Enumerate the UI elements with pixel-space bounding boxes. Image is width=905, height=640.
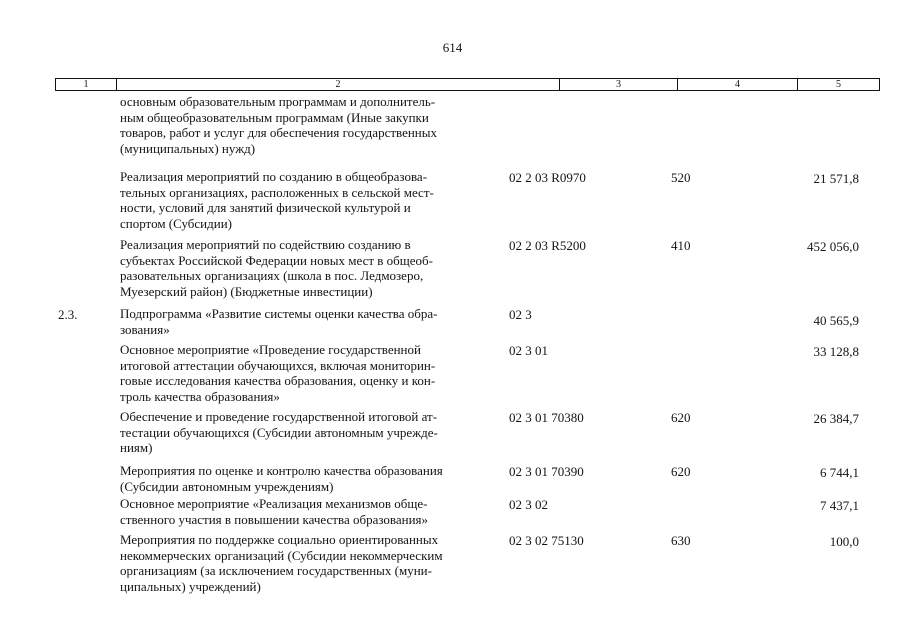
row-code: 02 3 01 70380 xyxy=(509,410,584,425)
description-line: Основное мероприятие «Реализация механизмов обще- xyxy=(120,496,428,511)
description-line: Мероприятия по поддержке социально ориентированных xyxy=(120,532,439,547)
row-code: 02 3 02 75130 xyxy=(509,533,584,548)
row-expense-type: 410 xyxy=(671,238,691,253)
description-line: товаров, работ и услуг для обеспечения государственных xyxy=(120,125,437,141)
page-number: 614 xyxy=(442,40,463,55)
row-code: 02 3 01 xyxy=(509,343,548,358)
description-line: Муезерский район) (Бюджетные инвестиции) xyxy=(120,283,373,299)
description-line: зования» xyxy=(120,321,170,337)
row-expense-type: 620 xyxy=(671,464,691,479)
description-line: итоговой аттестации обучающихся, включая мониторин- xyxy=(120,357,436,373)
row-description xyxy=(120,94,500,156)
description-line: некоммерческих организаций (Субсидии некоммерческим xyxy=(120,547,443,563)
row-description xyxy=(120,169,500,231)
description-line: Реализация мероприятий по содействию созданию в xyxy=(120,237,411,252)
row-code: 02 3 xyxy=(509,307,532,322)
row-amount: 452 056,0 xyxy=(807,239,859,254)
row-description xyxy=(120,532,500,594)
row-number: 2.3. xyxy=(58,307,78,322)
description-line: субъектах Российской Федерации новых мест в общеоб- xyxy=(120,252,434,268)
row-amount: 6 744,1 xyxy=(820,465,859,480)
row-code: 02 2 03 R5200 xyxy=(509,238,586,253)
row-description xyxy=(120,463,500,494)
row-description xyxy=(120,409,500,456)
row-description xyxy=(120,237,500,299)
header-col-3: 3 xyxy=(559,79,677,90)
description-line: Обеспечение и проведение государственной итоговой ат- xyxy=(120,409,438,424)
row-description xyxy=(120,496,500,527)
description-line: Подпрограмма «Развитие системы оценки качества обра- xyxy=(120,306,438,321)
description-line: организациям (за исключением государственных (муни- xyxy=(120,563,432,579)
description-line: ным общеобразовательным программам (Иные закупки xyxy=(120,109,429,125)
row-amount: 26 384,7 xyxy=(813,411,859,426)
row-amount: 21 571,8 xyxy=(813,171,859,186)
description-line: Мероприятия по оценке и контролю качества образования xyxy=(120,463,443,478)
row-amount: 7 437,1 xyxy=(820,498,859,513)
description-line: основным образовательным программам и дополнитель- xyxy=(120,94,436,109)
description-line: ности, условий для занятий физической культурой и xyxy=(120,200,411,216)
description-line: тестации обучающихся (Субсидии автономным учрежде- xyxy=(120,424,438,440)
description-line: Реализация мероприятий по созданию в общеобразова- xyxy=(120,169,428,184)
header-col-1: 1 xyxy=(83,79,89,90)
header-col-4: 4 xyxy=(677,79,797,90)
row-description xyxy=(120,342,500,404)
description-line: троль качества образования» xyxy=(120,388,280,404)
description-line: тельных организациях, расположенных в сельской мест- xyxy=(120,184,434,200)
row-amount: 40 565,9 xyxy=(813,313,859,328)
row-amount: 33 128,8 xyxy=(813,344,859,359)
table-header xyxy=(55,78,880,91)
row-amount: 100,0 xyxy=(829,534,859,549)
row-code: 02 2 03 R0970 xyxy=(509,170,586,185)
header-col-5: 5 xyxy=(797,79,879,90)
description-line: Основное мероприятие «Проведение государственной xyxy=(120,342,421,357)
row-code: 02 3 02 xyxy=(509,497,548,512)
description-line: спортом (Субсидии) xyxy=(120,215,232,231)
description-line: говые исследования качества образования, оценку и кон- xyxy=(120,373,436,389)
description-line: ниям) xyxy=(120,440,153,456)
row-expense-type: 630 xyxy=(671,533,691,548)
row-description xyxy=(120,306,500,337)
description-line: ципальных) учреждений) xyxy=(120,578,261,594)
row-expense-type: 520 xyxy=(671,170,691,185)
description-line: разовательных организациях (школа в пос. Ледмозеро, xyxy=(120,268,424,284)
description-line: (муниципальных) нужд) xyxy=(120,140,256,156)
row-expense-type: 620 xyxy=(671,410,691,425)
description-line: (Субсидии автономным учреждениям) xyxy=(120,478,334,494)
header-col-2: 2 xyxy=(116,79,559,90)
row-code: 02 3 01 70390 xyxy=(509,464,584,479)
description-line: ственного участия в повышении качества образования» xyxy=(120,511,429,527)
